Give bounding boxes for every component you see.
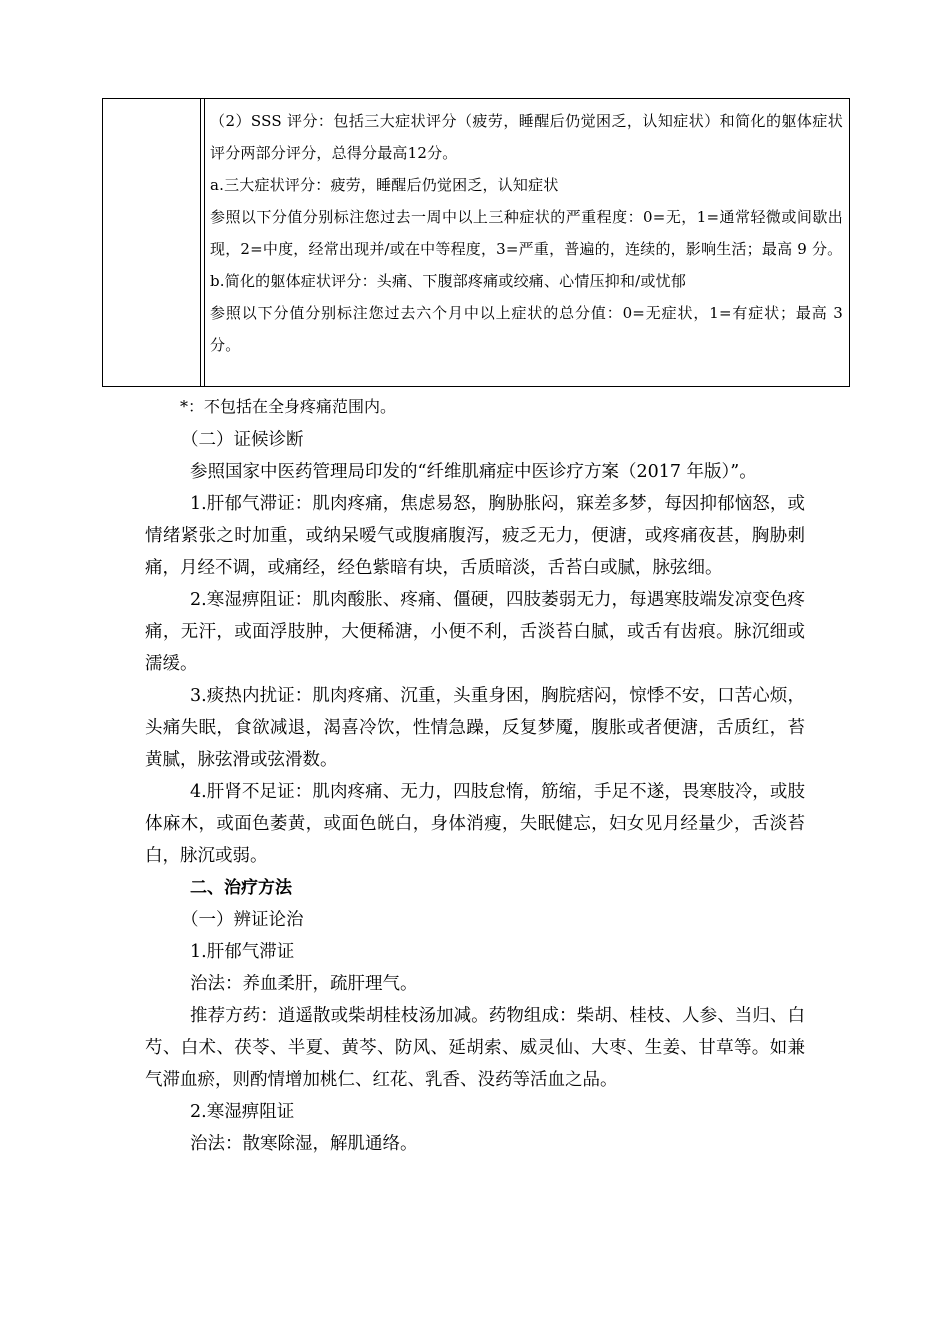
three-symptoms-title: a.三大症状评分：疲劳，睡醒后仍觉困乏，认知症状 bbox=[210, 176, 559, 194]
diagnosis-heading: （二）证候诊断 bbox=[181, 430, 304, 450]
diagnosis-intro: 参照国家中医药管理局印发的“纤维肌痛症中医诊疗方案（2017 年版）”。 bbox=[190, 462, 757, 482]
three-symptoms-scale: 参照以下分值分别标注您过去一周中以上三种症状的严重程度：0=无，1=通常轻微或间歇出现，2=中度，经常出现并/或在中等程度，3=严重，普遍的，连续的，影响生活；最高 9 分。 bbox=[210, 208, 843, 258]
sss-score-description: （2）SSS 评分：包括三大症状评分（疲劳，睡醒后仍觉困乏，认知症状）和简化的躯体症状评分两部分评分，总得分最高12分。 bbox=[210, 112, 843, 162]
scoring-table bbox=[102, 98, 850, 387]
type1-recipe: 推荐方药：逍遥散或柴胡桂枝汤加减。药物组成：柴胡、桂枝、人参、当归、白芍、白术、茯苓、半夏、黄芩、防风、延胡索、威灵仙、大枣、生姜、甘草等。如兼气滞血瘀，则酌情增加桃仁、红花、乳香、没药等活血之品。 bbox=[145, 1006, 805, 1090]
syndrome-item-4: 4.肝肾不足证：肌肉疼痛、无力，四肢怠惰，筋缩，手足不遂，畏寒肢冷，或肢体麻木，或面色萎黄，或面色㿠白，身体消瘦，失眠健忘，妇女见月经量少，舌淡苔白，脉沉或弱。 bbox=[145, 782, 805, 866]
table-footnote: *：不包括在全身疼痛范围内。 bbox=[180, 397, 397, 416]
treatment-subheading: （一）辨证论治 bbox=[181, 910, 304, 930]
main-text bbox=[145, 424, 805, 1160]
type1-method: 治法：养血柔肝，疏肝理气。 bbox=[190, 974, 418, 994]
table-column-divider bbox=[204, 99, 205, 386]
type2-method: 治法：散寒除湿，解肌通络。 bbox=[190, 1134, 418, 1154]
type2-title: 2.寒湿痹阻证 bbox=[190, 1102, 295, 1122]
syndrome-item-2: 2.寒湿痹阻证：肌肉酸胀、疼痛、僵硬，四肢萎弱无力，每遇寒肢端发凉变色疼痛，无汗，或面浮肢肿，大便稀溏，小便不利，舌淡苔白腻，或舌有齿痕。脉沉细或濡缓。 bbox=[145, 590, 805, 674]
somatic-symptoms-title: b.简化的躯体症状评分：头痛、下腹部疼痛或绞痛、心情压抑和/或忧郁 bbox=[210, 272, 687, 290]
somatic-symptoms-scale: 参照以下分值分别标注您过去六个月中以上症状的总分值：0=无症状，1=有症状；最高 3 分。 bbox=[210, 304, 843, 354]
table-content-cell bbox=[210, 105, 843, 361]
type1-title: 1.肝郁气滞证 bbox=[190, 942, 295, 962]
syndrome-item-1: 1.肝郁气滞证：肌肉疼痛，焦虑易怒，胸胁胀闷，寐差多梦，每因抑郁恼怒，或情绪紧张之时加重，或纳呆嗳气或腹痛腹泻，疲乏无力，便溏，或疼痛夜甚，胸胁刺痛，月经不调，或痛经，经色紫暗有块，舌质暗淡，舌苔白或腻，脉弦细。 bbox=[145, 494, 805, 578]
table-first-column bbox=[103, 99, 201, 386]
treatment-heading: 二、治疗方法 bbox=[190, 878, 292, 898]
syndrome-item-3: 3.痰热内扰证：肌肉疼痛、沉重，头重身困，胸脘痞闷，惊悸不安，口苦心烦，头痛失眠，食欲减退，渴喜冷饮，性情急躁，反复梦魇，腹胀或者便溏，舌质红，苔黄腻，脉弦滑或弦滑数。 bbox=[145, 686, 805, 770]
